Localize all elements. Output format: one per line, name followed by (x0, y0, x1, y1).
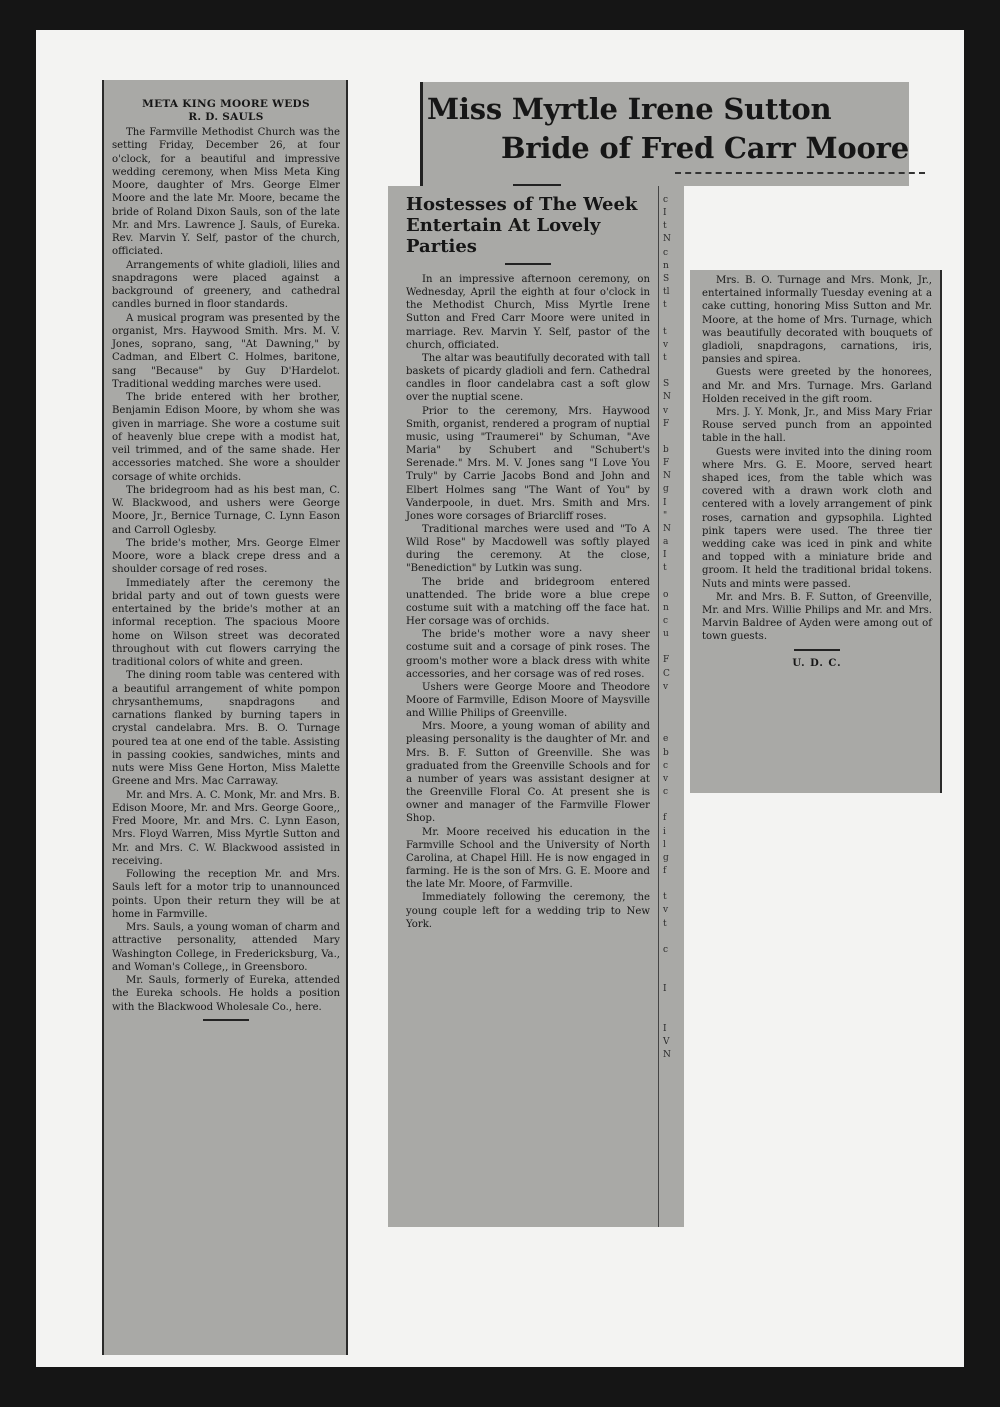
fragment-letter: S (663, 273, 670, 284)
subheadline: Hostesses of The Week Entertain At Lovely Parties (406, 194, 638, 257)
signature: U. D. C. (792, 657, 842, 669)
adjacent-column-fragment (658, 186, 684, 1227)
fragment-letter: I (663, 984, 667, 995)
paragraph: Arrangements of white gladioli, lilies and snapdragons were placed against a background of greenery, and cathedral candles burned in floor standards. (112, 259, 340, 311)
fragment-letter: t (663, 918, 667, 929)
fragment-letter (663, 365, 684, 378)
fragment-letter (663, 799, 684, 812)
fragment-letter: u (663, 629, 669, 640)
fragment-letter: v (663, 339, 669, 350)
paragraph: Mr. and Mrs. A. C. Monk, Mr. and Mrs. B. Edison Moore, Mr. and Mrs. George Goore,, Fred Moore, Mr. and Mrs. C. Lynn Eason, Mrs. Floyd Warren, Miss Myrtle Sutton and Mr. and Mrs. C. W. Blackwood assisted in receiving. (112, 789, 340, 867)
fragment-letter (663, 931, 684, 944)
paragraph: The bride's mother, Mrs. George Elmer Moore, wore a black crepe dress and a shoulder corsage of red roses. (112, 537, 340, 576)
fragment-letter: g (663, 484, 669, 495)
paragraph: The bride and bridegroom entered unattended. The bride wore a blue crepe costume suit with a matching off the face hat. Her corsage was of orchids. (406, 576, 650, 628)
fragment-letter: F (663, 418, 670, 429)
fragment-letter: N (663, 234, 671, 245)
headline-line-1: Miss Myrtle Irene Sutton (427, 92, 832, 126)
fragment-letter: " (663, 510, 668, 521)
fragment-letter: tl (663, 287, 670, 298)
paragraph: Mrs. J. Y. Monk, Jr., and Miss Mary Friar Rouse served punch from an appointed table in the hall. (702, 407, 932, 445)
fragment-letter: V (663, 1037, 670, 1047)
torn-edge-divider (675, 172, 925, 177)
paragraph: Ushers were George Moore and Theodore Moore of Farmville, Edison Moore of Maysville and Willie Philips of Greenville. (406, 681, 650, 720)
fragment-letter (663, 707, 684, 720)
fragment-letter: I (663, 497, 667, 508)
paragraph: Immediately following the ceremony, the young couple left for a wedding trip to New York. (406, 892, 650, 930)
paragraph: Guests were greeted by the honorees, and Mr. and Mrs. Turnage. Mrs. Garland Holden received in the gift room. (702, 367, 932, 405)
fragment-letter: N (663, 471, 671, 482)
fragment-letter: N (663, 1050, 671, 1061)
paragraph: Mrs. Sauls, a young woman of charm and attractive personality, attended Mary Washington College, in Fredericksburg, Va., and Woman's College,, in Greensboro. (112, 922, 340, 973)
fragment-letter: c (663, 787, 669, 798)
fragment-letter (663, 641, 684, 654)
fragment-letter: i (663, 826, 666, 837)
fragment-letter: f (663, 865, 667, 876)
fragment-letter: t (663, 563, 667, 574)
fragment-letter: n (663, 602, 669, 613)
fragment-letter (663, 1010, 684, 1023)
fragment-letter: c (663, 944, 669, 955)
fragment-letter: t (663, 300, 667, 311)
paragraph: Following the reception Mr. and Mrs. Sauls left for a motor trip to unannounced points. Upon their return they will be at home in Farmville. (112, 869, 340, 920)
fragment-letter (663, 431, 684, 444)
article-body (388, 186, 658, 1227)
fragment-letter (663, 997, 684, 1010)
fragment-letter: I (663, 1023, 667, 1034)
paragraph: Mr. and Mrs. B. F. Sutton, of Greenville, Mr. and Mrs. Willie Philips and Mr. and Mrs. Marvin Baldree of Ayden were among out of town guests. (702, 591, 932, 643)
paragraph: Mrs. Moore, a young woman of ability and pleasing personality is the daughter of Mr. and Mrs. B. F. Sutton of Greenville. She was graduated from the Greenville Schools and for a number of years was assistant designer at the Greenville Floral Co. At present she is owner and manager of the Farmville Flower Shop. (406, 721, 650, 825)
clipping-cake-cutting-party (690, 270, 942, 793)
fragment-letter: e (663, 734, 669, 745)
fragment-letter (663, 694, 684, 707)
fragment-letter (663, 957, 684, 970)
fragment-letter: b (663, 747, 669, 758)
paragraph: Immediately after the ceremony the bridal party and out of town guests were entertained by the bride's mother at an informal reception. The spacious Moore home on Wilson street was decorated throughout with cut flowers carrying the traditional colors of white and green. (112, 577, 340, 668)
paragraph: The Farmville Methodist Church was the setting Friday, December 26, at four o'clock, for a beautiful and impressive wedding ceremony, when Miss Meta King Moore, daughter of Mrs. George Elmer Moore and the late Mr. Moore, became the bride of Roland Dixon Sauls, son of the late Mr. and Mrs. Lawrence J. Sauls, of Eureka. Rev. Marvin Y. Self, pastor of the church, officiated. (112, 127, 340, 258)
fragment-letter: v (663, 681, 669, 692)
fragment-letter: N (663, 523, 671, 534)
paragraph: Prior to the ceremony, Mrs. Haywood Smith, organist, rendered a program of nuptial music, using "Traumerei" by Schuman, "Ave Maria" by Schubert and "Schubert's Serenade." Mrs. M. V. Jones sang "I Love You Truly" by Carrie Jacobs Bond and John and Elbert Holmes sang "The Want of You" by Vanderpoole, in duet. Mrs. Smith and Mrs. Jones wore corsages of Briarcliff roses. (406, 405, 650, 522)
end-rule (203, 1019, 249, 1021)
paragraph: Traditional marches were used and "To A Wild Rose" by Macdowell was softly played during the ceremony. At the close, "Benediction" by Lutkin was sung. (406, 523, 650, 575)
fragment-letter: v (663, 773, 669, 784)
fragment-letter (663, 576, 684, 589)
fragment-letter: t (663, 221, 667, 232)
headline-line-2: Bride of Fred Carr Moore (501, 131, 909, 165)
paragraph: The bride's mother wore a navy sheer costume suit and a corsage of pink roses. The groom's mother wore a black dress with white accessories, and her corsage was of red roses. (406, 629, 650, 680)
fragment-letter: v (663, 905, 669, 916)
fragment-letter: c (663, 247, 669, 258)
fragment-letter: C (663, 668, 670, 679)
headline (112, 98, 340, 124)
masthead (420, 82, 909, 186)
fragment-letter: N (663, 392, 671, 403)
end-rule (794, 649, 840, 651)
headline-line-1: META KING MOORE WEDS (142, 98, 310, 110)
headline-line-2: R. D. SAULS (188, 111, 264, 123)
fragment-letter: n (663, 260, 669, 271)
paragraph: Mr. Moore received his education in the Farmville School and the University of North Carolina, at Chapel Hill. He is now engaged in farming. He is the son of Mrs. G. E. Moore and the late Mr. Moore, of Farmville. (406, 826, 650, 891)
fragment-letter: t (663, 352, 667, 363)
fragment-letter: t (663, 326, 667, 337)
paragraph: Mrs. B. O. Turnage and Mrs. Monk, Jr., entertained informally Tuesday evening at a cake cutting, honoring Miss Sutton and Mr. Moore, at the home of Mrs. Turnage, which was beautifully decorated with bouquets of gladioli, snapdragons, carnations, iris, pansies and spirea. (702, 275, 932, 366)
fragment-letter: F (663, 458, 670, 469)
fragment-letter: c (663, 195, 669, 205)
fragment-letter: I (663, 208, 667, 219)
clipping-meta-king-moore-weds (102, 80, 348, 1355)
paragraph: A musical program was presented by the organist, Mrs. Haywood Smith. Mrs. M. V. Jones, soprano, sang, "At Dawning," by Cadman, and Elbert C. Holmes, baritone, sang "Because" by Guy D'Hardelot. Traditional wedding marches were used. (112, 312, 340, 390)
paragraph: The dining room table was centered with a beautiful arrangement of white pompon chrysanthemums, snapdragons and carnations flanked by burning tapers in crystal candelabra. Mrs. B. O. Turnage poured tea at one end of the table. Assisting in passing cookies, sandwiches, mints and nuts were Miss Gene Horton, Miss Malette Greene and Mrs. Mac Carraway. (112, 670, 340, 788)
fragment-letter (663, 970, 684, 983)
fragment-letter: c (663, 616, 669, 626)
fragment-letter: t (663, 892, 667, 903)
paragraph: The altar was beautifully decorated with tall baskets of picardy gladioli and fern. Cathedral candles in floor candelabra cast a soft glow over the nuptial scene. (406, 352, 650, 404)
paragraph: The bride entered with her brother, Benjamin Edison Moore, by whom she was given in marriage. She wore a costume suit of heavenly blue crepe with a modist hat, veil trimmed, and of the same shade. Her accessories matched. She wore a shoulder corsage of white orchids. (112, 392, 340, 483)
fragment-letter: c (663, 760, 669, 771)
paragraph: Mr. Sauls, formerly of Eureka, attended the Eureka schools. He holds a position with the Blackwood Wholesale Co., here. (112, 975, 340, 1013)
fragment-letter: S (663, 379, 670, 390)
fragment-letter: v (663, 405, 669, 416)
fragment-letter: o (663, 589, 669, 600)
fragment-letter: l (663, 839, 666, 850)
fragment-letter: g (663, 852, 669, 863)
fragment-letter (663, 312, 684, 325)
paragraph: In an impressive afternoon ceremony, on Wednesday, April the eighth at four o'clock in the Methodist Church, Miss Myrtle Irene Sutton and Fred Carr Moore were united in marriage. Rev. Marvin Y. Self, pastor of the church, officiated. (406, 274, 650, 351)
paragraph: Guests were invited into the dining room where Mrs. G. E. Moore, served heart shaped ices, from the table which was covered with a drawn work cloth and centered with a lovely arrangement of pink roses, carnation and gypsophila. Lighted pink tapers were used. The three tier wedding cake was iced in pink and white and topped with a miniature bride and groom. It held the traditional bridal tokens. Nuts and mints were passed. (702, 446, 932, 590)
fragment-letter: f (663, 813, 667, 824)
fragment-letter (663, 720, 684, 733)
fragment-letter: a (663, 537, 669, 548)
paragraph: The bridegroom had as his best man, C. W. Blackwood, and ushers were George Moore, Jr., Bernice Turnage, C. Lynn Eason and Carroll Oglesby. (112, 484, 340, 536)
fragment-letter: F (663, 655, 670, 666)
scrapbook-page (36, 30, 964, 1367)
subhead-rule (505, 263, 551, 265)
fragment-letter (663, 878, 684, 891)
fragment-letter: I (663, 550, 667, 561)
fragment-letter: b (663, 444, 669, 455)
